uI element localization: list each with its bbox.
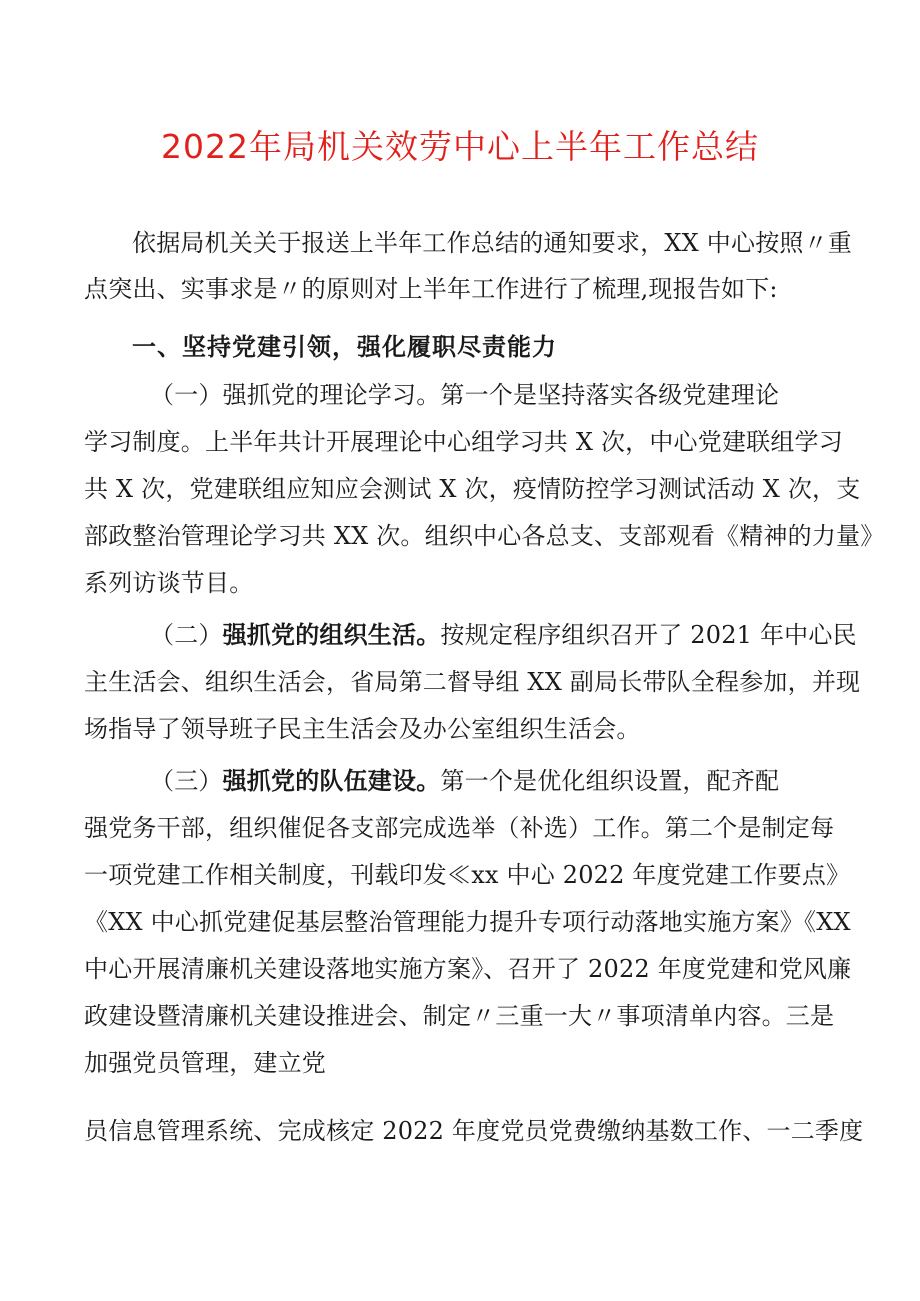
- document-title: 2022年局机关效劳中心上半年工作总结: [161, 127, 759, 166]
- intro-line-2: 点突出、实事求是〃的原则对上半年工作进行了梳理,现报告如下:: [84, 275, 778, 303]
- item3-line-5: 中心开展清廉机关建设落地实施方案》、召开了 2022 年度党建和党风廉: [84, 955, 852, 983]
- section-heading-1: 一、坚持党建引领，强化履职尽责能力: [132, 333, 557, 361]
- item3-line-7: 加强党员管理，建立党: [84, 1049, 326, 1077]
- item3-line-3: 一项党建工作相关制度，刊载印发≪xx 中心 2022 年度党建工作要点》: [84, 861, 851, 889]
- item3-line-6: 政建设暨清廉机关建设推进会、制定〃三重一大〃事项清单内容。三是: [84, 1002, 835, 1030]
- item1-label: （一）强抓党的理论学习。: [150, 381, 441, 409]
- item1-line-1: [150, 378, 779, 412]
- item3-line-1: [150, 764, 779, 798]
- item2-prefix: （二）: [150, 621, 223, 649]
- item3-line-4: 《XX 中心抓党建促基层整治管理能力提升专项行动落地实施方案》《XX: [84, 908, 851, 936]
- item3-line-8: 员信息管理系统、完成核定 2022 年度党员党费缴纳基数工作、一二季度: [84, 1117, 864, 1145]
- item2-text-1: 按规定程序组织召开了 2021 年中心民: [440, 621, 857, 649]
- item2-bold-heading: 强抓党的组织生活。: [222, 621, 441, 649]
- item1-line-2: 学习制度。上半年共计开展理论中心组学习共 X 次，中心党建联组学习: [84, 428, 843, 456]
- item2-line-3: 场指导了领导班子民主生活会及办公室组织生活会。: [84, 715, 641, 743]
- item1-line-3: 共 X 次，党建联组应知应会测试 X 次，疫情防控学习测试活动 X 次，支: [84, 475, 861, 503]
- item3-prefix: （三）: [150, 767, 223, 795]
- item2-line-2: 主生活会、组织生活会，省局第二督导组 XX 副局长带队全程参加，并现: [84, 668, 861, 696]
- item3-line-2: 强党务干部，组织催促各支部完成选举（补选）工作。第二个是制定每: [84, 814, 835, 842]
- item3-text-1: 第一个是优化组织设置，配齐配: [440, 767, 780, 795]
- item1-line-5: 系列访谈节目。: [84, 569, 254, 597]
- intro-line-1: 依据局机关关于报送上半年工作总结的通知要求，XX 中心按照〃重: [132, 229, 852, 257]
- item3-bold-heading: 强抓党的队伍建设。: [222, 767, 441, 795]
- item1-text-1: 第一个是坚持落实各级党建理论: [440, 381, 780, 409]
- item1-line-4: 部政整治管理论学习共 XX 次。组织中心各总支、支部观看《精神的力量》: [84, 522, 885, 550]
- item2-line-1: [150, 618, 857, 652]
